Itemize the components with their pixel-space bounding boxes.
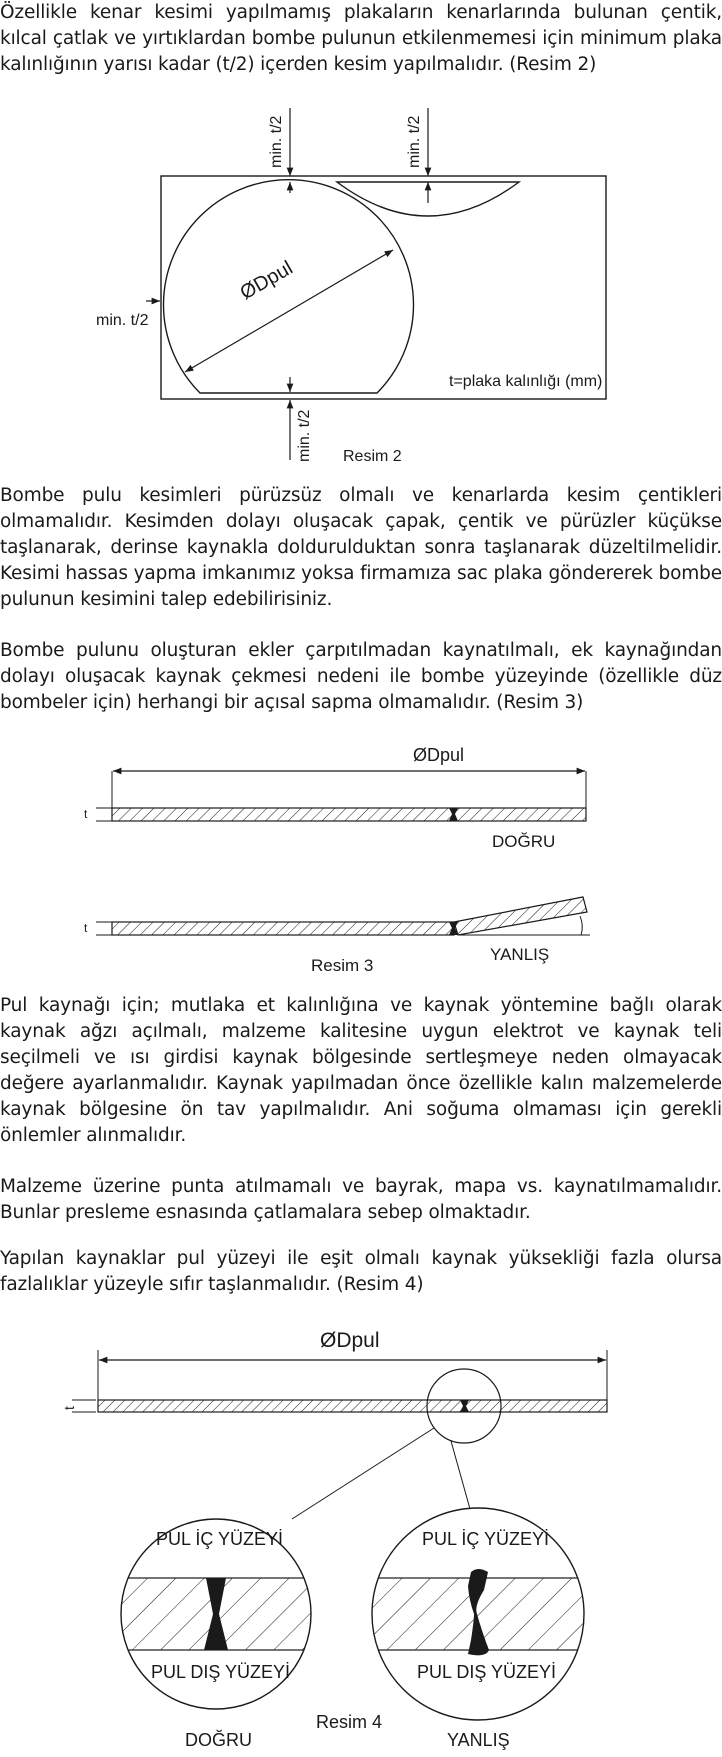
caption-resim-2: Resim 2 [343,448,402,465]
label-thickness-note: t=plaka kalınlığı (mm) [449,373,603,390]
plate-wrong-flat [112,922,454,935]
label-outer-surface-right: PUL DIŞ YÜZEYİ [417,1662,557,1682]
label-wrong-4: YANLIŞ [447,1730,510,1750]
label-diameter-3: ØDpul [413,745,465,765]
label-min-bottom: min. t/2 [296,409,313,462]
paragraph-welding-preparation: Pul kaynağı için; mutlaka et kalınlığına ve kaynak yöntemine bağlı olarak kaynak ağzı açılmalı, malzeme kalitesine uygun elektrot ve kaynak teli seçilmeli ve ısı girdisi kaynak bölgesinde sertleşmeye neden olmayacak değere ayarlanmalıdır. Kaynak yapılmadan önce özellikle kalın malzemelerde kaynak bölgesine ön tav yapılmalıdır. Ani soğuma olmaması için gerekli önlemler alınmalıdır. [0,995,722,1146]
plate-correct [112,808,586,821]
paragraph-cut-quality: Bombe pulu kesimleri pürüzsüz olmalı ve kenarlarda kesim çentikleri olmamalıdır. Kesimden dolayı oluşacak çapak, çentik ve pürüzler küçükse taşlanarak, derinse kaynakla doldurulduktan sonra taşlanarak düzeltilmelidir. Kesimi hassas yapma imkanımız yoksa firmamıza sac plaka göndererek bombe pulunun kesimini talep edebilirisiniz. [0,485,722,610]
figure-resim-3 [0,730,722,980]
label-min-left: min. t/2 [96,312,149,329]
paragraph-weld-grinding: Yapılan kaynaklar pul yüzeyi ile eşit olmalı kaynak yüksekliği fazla olursa fazlalıklar yüzeyle sıfır taşlanmalıdır. (Resim 4) [0,1248,722,1295]
label-t-4: t [61,1406,77,1410]
caption-resim-4: Resim 4 [316,1712,383,1732]
label-correct-4: DOĞRU [185,1730,252,1750]
caption-resim-3: Resim 3 [311,956,374,975]
label-outer-surface-left: PUL DIŞ YÜZEYİ [151,1662,291,1682]
label-diameter: ØDpul [236,256,297,305]
label-min-top-left: min. t/2 [268,115,285,168]
label-t-correct: t [84,807,88,821]
figure-resim-2 [0,90,722,470]
paragraph-distortion: Bombe pulunu oluşturan ekler çarpıtılmadan kaynatılmalı, ek kaynağından dolayı oluşacak kaynak çekmesi nedeni ile bombe yüzeyinde (özellikle düz bombeler için) herhangi bir açısal sapma olmamalıdır. (Resim 3) [0,640,722,713]
label-min-top-right: min. t/2 [406,115,423,168]
figure-resim-4 [0,1300,722,1757]
plate-resim-4 [98,1400,607,1412]
plate-wrong-tilted [454,897,587,935]
label-t-wrong: t [84,921,88,935]
paragraph-tack-welding: Malzeme üzerine punta atılmamalı ve bayrak, mapa vs. kaynatılmamalıdır. Bunlar presleme esnasında çatlamalara sebep olmaktadır. [0,1176,722,1223]
label-wrong: YANLIŞ [490,945,550,964]
label-correct: DOĞRU [492,832,556,851]
cut-disc-outline [164,180,414,393]
paragraph-edge-cutting: Özellikle kenar kesimi yapılmamış plakaların kenarlarında bulunan çentik, kılcal çatlak ve yırtıklardan bombe pulunun etkilenmemesi için minimum plaka kalınlığının yarısı kadar (t/2) içerden kesim yapılmalıdır. (Resim 2) [0,2,722,75]
label-inner-surface-right: PUL İÇ YÜZEYİ [422,1529,550,1549]
label-inner-surface-left: PUL İÇ YÜZEYİ [156,1529,284,1549]
plate-rectangle [161,176,606,399]
label-diameter-4: ØDpul [320,1329,380,1352]
